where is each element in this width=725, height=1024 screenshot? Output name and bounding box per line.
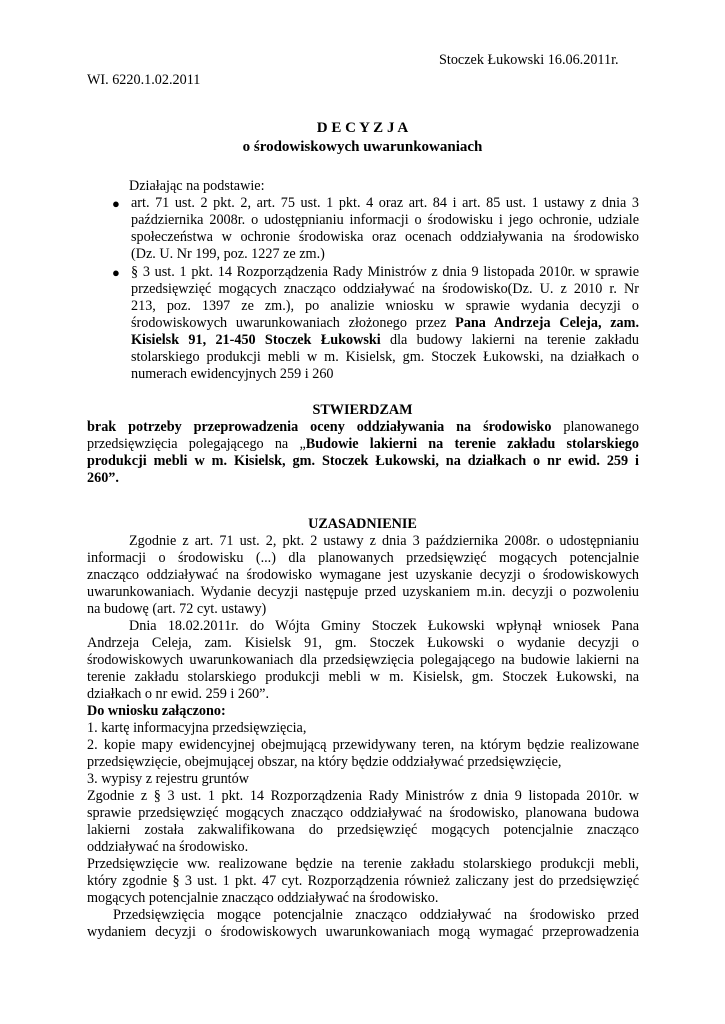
project-intro-text: dla budowy lakierni na terenie zakładu (380, 332, 639, 348)
basis-bullet2-line: numerach ewidencyjnych 259 i 260 (131, 366, 334, 382)
project-description: Budowie lakierni na terenie zakładu stolarskiego (305, 436, 639, 452)
basis-bullet1-line: (Dz. U. Nr 199, poz. 1227 ze zm.) (131, 246, 325, 262)
justification-line: Przedsięwzięcie ww. realizowane będzie na terenie zakładu stolarskiego produkcji mebli, (87, 856, 639, 872)
place-date: Stoczek Łukowski 16.06.2011r. (439, 52, 619, 68)
basis-bullet2-line: 213, poz. 1397 ze zm.), po analizie wniosku w sprawie wydania decyzji o (131, 298, 639, 314)
basis-bullet1-line: społeczeństwa w ochronie środowiska oraz ocenach oddziaływania na środowisko (131, 229, 639, 245)
decision-text: przedsięwzięcia polegającego na „ (87, 436, 306, 452)
applicant-name: Pana Andrzeja Celeja, zam. (455, 315, 639, 331)
justification-line: Dnia 18.02.2011r. do Wójta Gminy Stoczek Łukowski wpłynął wniosek Pana (129, 618, 639, 634)
justification-line: terenie zakładu stolarskiego produkcji mebli w m. Kisielsk, gm. Stoczek Łukowski, na (87, 669, 639, 685)
justification-line: wydaniem decyzji o środowiskowych uwarunkowaniach mogą wymagać przeprowadzenia (87, 924, 639, 940)
decision-heading: STWIERDZAM (312, 402, 413, 418)
basis-bullet2-line: przedsięwzięć mogących znacząco oddziaływać na środowisko(Dz. U. z 2010 r. Nr (131, 281, 639, 297)
basis-bullet2-line (131, 315, 639, 332)
justification-line: na budowę (art. 72 cyt. ustawy) (87, 601, 267, 617)
justification-line: Zgodnie z § 3 ust. 1 pkt. 14 Rozporządzenia Rady Ministrów z dnia 9 listopada 2010r. w (87, 788, 639, 804)
decision-statement: brak potrzeby przeprowadzenia oceny oddziaływania na środowisko (87, 419, 552, 435)
project-description: 260”. (87, 470, 119, 486)
basis-bullet2-line (131, 332, 639, 349)
attachment-item: 3. wypisy z rejestru gruntów (87, 771, 249, 787)
justification-line: działkach o nr ewid. 259 i 260”. (87, 686, 270, 702)
justification-line: który zgodnie § 3 ust. 1 pkt. 47 cyt. Rozporządzenia również zaliczany jest do przedsięwzięć (87, 873, 639, 889)
attachments-heading: Do wniosku załączono: (87, 703, 226, 719)
applicant-intro-text: środowiskowych uwarunkowaniach złożonego przez (131, 315, 456, 331)
attachment-item: 2. kopie mapy ewidencyjnej obejmującą przewidywany teren, na którym będzie realizowane (87, 737, 639, 753)
justification-line: Zgodnie z art. 71 ust. 2, pkt. 2 ustawy z dnia 3 października 2008r. o udostępnianiu (129, 533, 639, 549)
justification-line: oddziaływać na środowisko. (87, 839, 249, 855)
bullet-icon: ● (112, 265, 120, 280)
justification-heading: UZASADNIENIE (308, 516, 417, 532)
project-description: produkcji mebli w m. Kisielsk, gm. Stoczek Łukowski, na działkach o nr ewid. 259 i (87, 453, 639, 469)
reference-number: WI. 6220.1.02.2011 (87, 72, 201, 88)
basis-intro: Działając na podstawie: (129, 178, 265, 194)
justification-line: Andrzeja Celeja, zam. Kisielsk 91, gm. Stoczek Łukowski o wydanie decyzji o (87, 635, 639, 651)
justification-line: Przedsięwzięcia mogące potencjalnie znacząco oddziaływać na środowisko przed (113, 907, 639, 923)
basis-bullet1-line: art. 71 ust. 2 pkt. 2, art. 75 ust. 1 pkt. 4 oraz art. 84 i art. 85 ust. 1 ustawy z dnia 3 (131, 195, 639, 211)
decision-subtitle: o środowiskowych uwarunkowaniach (242, 139, 483, 155)
attachment-item: 1. kartę informacyjna przedsięwzięcia, (87, 720, 307, 736)
decision-line (87, 436, 639, 453)
justification-line: znacząco oddziaływać na środowisko wymagane jest uzyskanie decyzji o środowiskowych (87, 567, 639, 583)
decision-title: D E C Y Z J A (316, 120, 409, 136)
decision-text: planowanego (551, 419, 639, 435)
applicant-address: Kisielsk 91, 21-450 Stoczek Łukowski (131, 332, 381, 348)
justification-line: informacji o środowisku (...) dla planowanych przedsięwzięć mogących potencjalnie (87, 550, 639, 566)
justification-line: sprawie przedsięwzięć mogących znacząco oddziaływać na środowisko, planowana budowa (87, 805, 639, 821)
decision-line (87, 419, 639, 436)
justification-line: uwarunkowaniach. Wydanie decyzji następuje przed uzyskaniem m.in. decyzji o pozwoleniu (87, 584, 639, 600)
justification-line: lakierni została zakwalifikowana do przedsięwzięć mogących potencjalnie znacząco (87, 822, 639, 838)
justification-line: mogących potencjalnie znacząco oddziaływać na środowisko. (87, 890, 439, 906)
bullet-icon: ● (112, 196, 120, 211)
basis-bullet2-line: stolarskiego produkcji mebli w m. Kisielsk, gm. Stoczek Łukowski, na działkach o (131, 349, 639, 365)
basis-bullet2-line: § 3 ust. 1 pkt. 14 Rozporządzenia Rady Ministrów z dnia 9 listopada 2010r. w sprawie (131, 264, 639, 280)
justification-line: środowiskowych uwarunkowaniach dla przedsięwzięcia polegającego na budowie lakierni na (87, 652, 639, 668)
attachment-item: przedsięwzięcie, obejmującej obszar, na który będzie oddziaływać przedsięwzięcie, (87, 754, 562, 770)
basis-bullet1-line: października 2008r. o udostępnianiu informacji o środowisku i jego ochronie, udziale (131, 212, 639, 228)
